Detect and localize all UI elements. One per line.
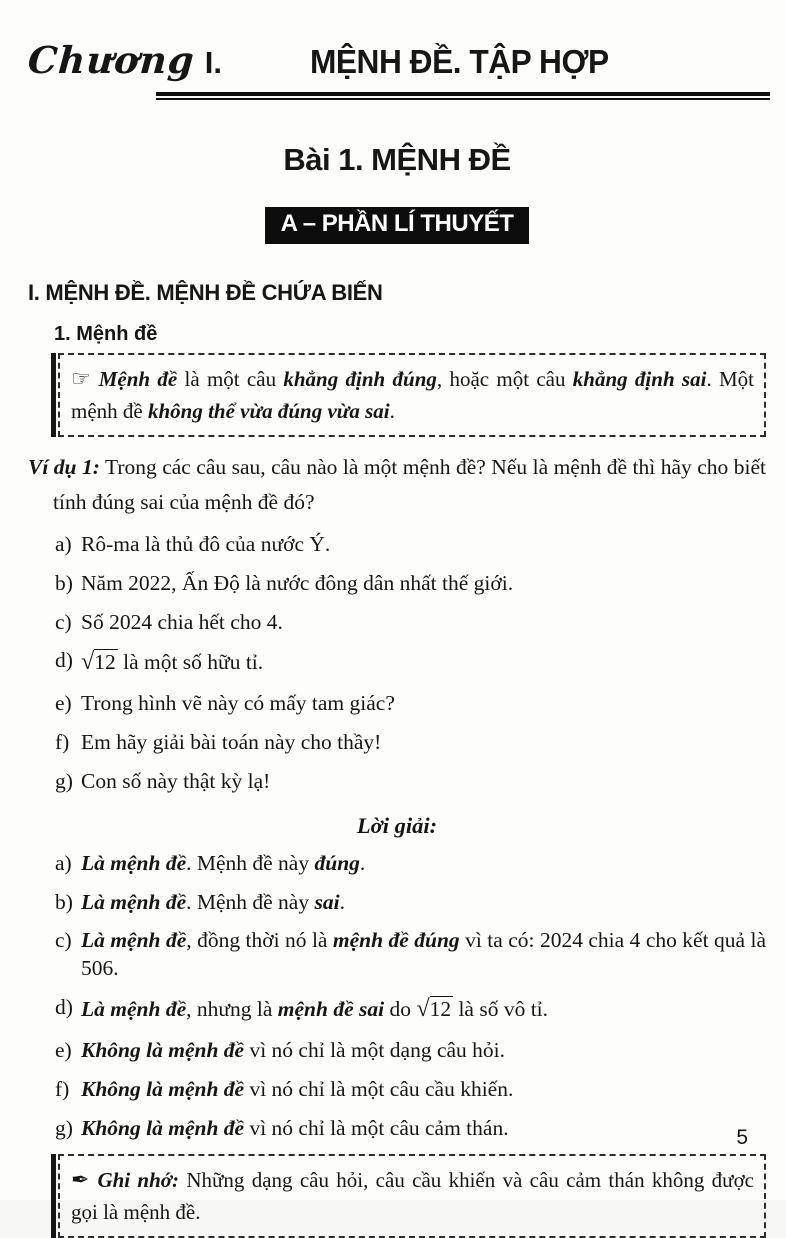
definition-box <box>58 353 766 437</box>
example-item <box>55 609 766 637</box>
item-text: Là mệnh đề, đồng thời nó là mệnh đề đúng vì ta có: 2024 chia 4 cho kết quả là 506. <box>81 928 767 981</box>
item-label: a) <box>55 531 72 556</box>
example-1-paragraph <box>28 450 766 520</box>
item-text: Con số này thật kỳ lạ! <box>81 768 271 793</box>
item-label: d) <box>55 995 73 1020</box>
chapter-header <box>28 38 766 106</box>
pen-nib-icon: ✒ <box>71 1167 90 1193</box>
solution-item <box>55 1037 766 1065</box>
solution-item <box>55 889 766 917</box>
section-heading: I. MỆNH ĐỀ. MỆNH ĐỀ CHỨA BIẾN <box>28 280 383 305</box>
example-1-prompt: Trong các câu sau, câu nào là một mệnh đề? Nếu là mệnh đề thì hãy cho biết tính đúng sai của mệnh đề đó? <box>53 455 766 514</box>
pointing-hand-icon: ☞ <box>71 366 91 391</box>
item-label: d) <box>55 648 73 673</box>
section-banner: A – PHẦN LÍ THUYẾT <box>265 207 530 244</box>
item-label: c) <box>55 609 72 634</box>
double-bar-decoration <box>51 1154 56 1238</box>
item-label: b) <box>55 570 73 595</box>
lesson-title: Bài 1. MỆNH ĐỀ <box>283 142 511 177</box>
example-item <box>55 647 766 678</box>
chapter-title: MỆNH ĐỀ. TẬP HỢP <box>309 43 609 80</box>
solution-heading: Lời giải: <box>356 812 438 838</box>
item-label: b) <box>55 889 73 914</box>
chapter-word: Chương <box>26 38 197 82</box>
item-text: Không là mệnh đề vì nó chỉ là một câu cầu khiến. <box>81 1076 514 1101</box>
note-box <box>58 1154 766 1238</box>
item-text: Em hãy giải bài toán này cho thầy! <box>81 729 382 754</box>
solution-item <box>55 1115 766 1143</box>
item-text: Là mệnh đề, nhưng là mệnh đề sai do √12 là số vô tỉ. <box>81 996 549 1023</box>
item-text: Là mệnh đề. Mệnh đề này đúng. <box>81 850 366 875</box>
item-text: Là mệnh đề. Mệnh đề này sai. <box>81 889 345 914</box>
example-item <box>55 729 766 757</box>
double-bar-decoration <box>51 353 56 437</box>
item-label: e) <box>55 1037 72 1062</box>
example-item <box>55 690 766 718</box>
item-label: f) <box>55 729 70 754</box>
item-text: Không là mệnh đề vì nó chỉ là một dạng câu hỏi. <box>81 1037 506 1062</box>
example-1-label: Ví dụ 1: <box>28 455 100 479</box>
item-label: f) <box>55 1076 70 1101</box>
solution-item <box>55 994 766 1025</box>
solution-item <box>55 850 766 878</box>
item-text: Không là mệnh đề vì nó chỉ là một câu cảm thán. <box>81 1115 509 1140</box>
example-item <box>55 531 766 559</box>
item-label: a) <box>55 850 72 875</box>
item-label: g) <box>55 1115 73 1140</box>
item-label: c) <box>55 928 72 953</box>
double-rule <box>156 92 770 100</box>
item-text: Trong hình vẽ này có mấy tam giác? <box>81 690 395 715</box>
solution-items <box>28 850 766 1143</box>
sub-heading: 1. Mệnh đề <box>54 323 158 345</box>
item-label: e) <box>55 690 72 715</box>
solution-item <box>55 1076 766 1104</box>
page-number: 5 <box>736 1126 748 1149</box>
chapter-number: I. <box>204 45 222 80</box>
item-text: Rô-ma là thủ đô của nước Ý. <box>81 531 331 556</box>
sqrt-expression: √12 <box>416 996 452 1023</box>
item-text: √12 là một số hữu tỉ. <box>81 649 264 676</box>
example-item <box>55 768 766 796</box>
solution-item <box>55 927 766 983</box>
note-text: Ghi nhớ: Những dạng câu hỏi, câu cầu khiến và câu cảm thán không được gọi là mệnh đề. <box>71 1168 754 1224</box>
definition-text: Mệnh đề là một câu khẳng định đúng, hoặc một câu khẳng định sai. Một mệnh đề không thể vừa đúng vừa sai. <box>71 367 754 423</box>
item-label: g) <box>55 768 73 793</box>
example-item <box>55 570 766 598</box>
item-text: Số 2024 chia hết cho 4. <box>81 609 283 634</box>
item-text: Năm 2022, Ấn Độ là nước đông dân nhất thế giới. <box>81 570 514 595</box>
sqrt-expression: √12 <box>81 649 116 676</box>
example-items <box>28 531 766 796</box>
